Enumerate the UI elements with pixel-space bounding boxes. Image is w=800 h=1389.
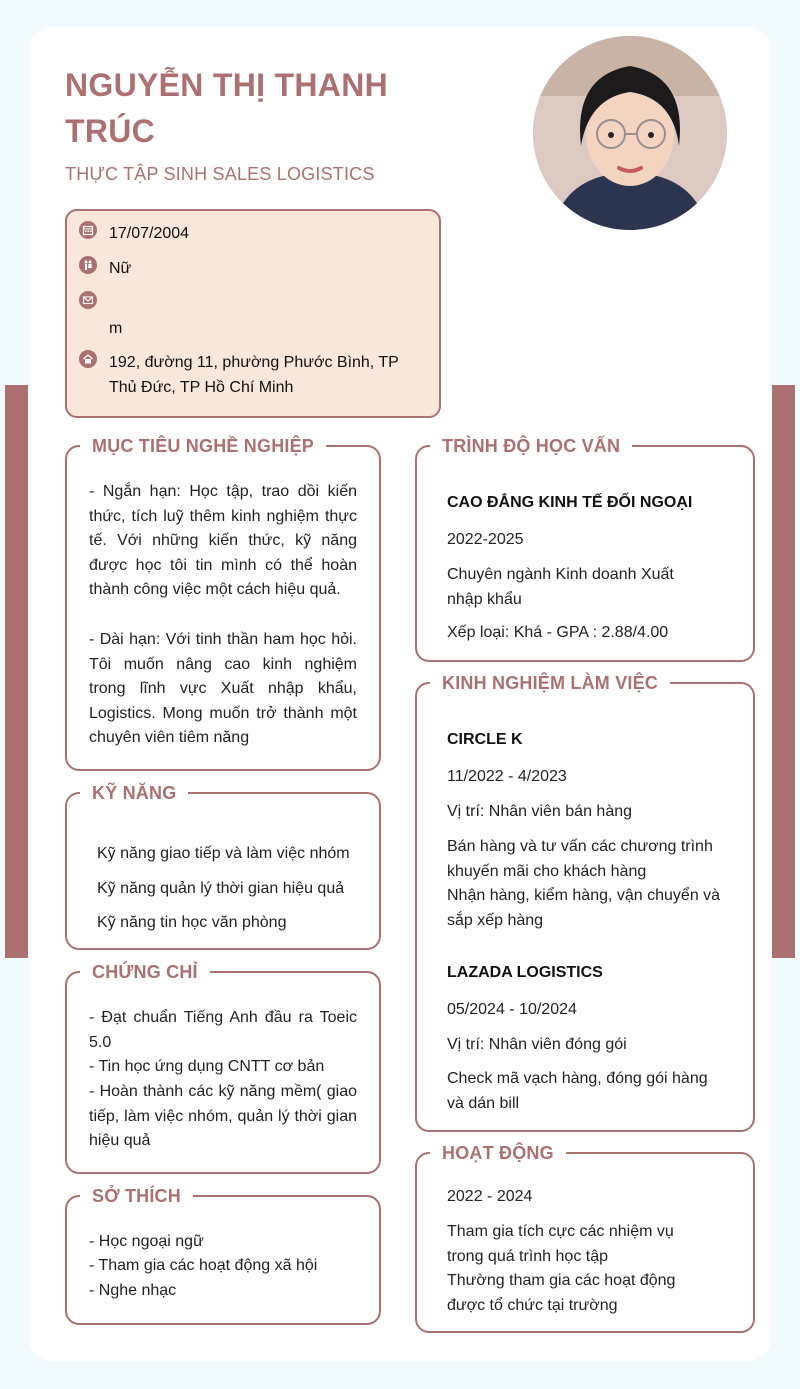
gender-icon [79,256,97,274]
education-section [415,436,755,662]
education-period: 2022-2025 [447,531,524,548]
email-row [79,291,122,341]
candidate-name: NGUYỄN THỊ THANH TRÚC [65,67,389,149]
calendar-icon [79,221,97,239]
hobbies-title: SỞ THÍCH [80,1184,193,1208]
experience-section [415,673,755,1132]
skills-section [65,783,381,950]
objective-long-term: - Dài hạn: Với tinh thần ham học hỏi. Tôi muốn nâng cao kinh nghiệm trong lĩnh vực Xuất nhập khẩu, Logistics. Mong muốn trở thành một chuyên viên tiêm năng [89,631,357,747]
skill-item: Kỹ năng giao tiếp và làm việc nhóm [97,845,350,862]
contact-info-box [65,209,441,418]
skill-item: Kỹ năng quản lý thời gian hiệu quả [97,880,345,897]
job-company: CIRCLE K [447,731,523,748]
home-icon [79,350,97,368]
hobby-item: - Tham gia các hoạt động xã hội [89,1257,318,1274]
certificates-section [65,962,381,1174]
activity-description: Tham gia tích cực các nhiệm vụ trong quá trình học tập [447,1223,674,1265]
candidate-role: THỰC TẬP SINH SALES LOGISTICS [65,164,375,184]
activities-section [415,1143,755,1333]
hobby-item: - Nghe nhạc [89,1282,177,1299]
right-accent-bar [772,385,795,958]
job-description: Nhận hàng, kiểm hàng, vận chuyển và sắp xếp hàng [447,887,721,929]
objective-short-term: - Ngắn hạn: Học tập, trao dồi kiến thức, tích luỹ thêm kinh nghiệm thực tế. Với những kiến thức, kỹ năng được học tôi tin mình có thể hoàn thành công việc một cách hiệu quả. [89,483,357,599]
address-text: 192, đường 11, phường Phước Bình, TP Thủ Đức, TP Hồ Chí Minh [109,354,399,396]
job-period: 05/2024 - 10/2024 [447,1001,577,1018]
education-grade: Xếp loại: Khá - GPA : 2.88/4.00 [447,624,669,641]
profile-photo [533,36,727,230]
activities-period: 2022 - 2024 [447,1188,533,1205]
job-description: Bán hàng và tư vấn các chương trình khuyến mãi cho khách hàng [447,838,713,880]
job-period: 11/2022 - 4/2023 [447,768,567,785]
objective-title: MỤC TIÊU NGHỀ NGHIỆP [80,434,326,458]
birthday-text: 17/07/2004 [109,225,190,242]
birthday-row [79,221,189,246]
job-description: Check mã vạch hàng, đóng gói hàng và dán bill [447,1070,708,1112]
email-text: m [109,320,123,337]
certificate-item: - Hoàn thành các kỹ năng mềm( giao tiếp, làm việc nhóm, quản lý thời gian hiệu quả [89,1083,357,1150]
education-major: Chuyên ngành Kinh doanh Xuất nhập khẩu [447,566,674,608]
mail-icon [79,291,97,309]
experience-title: KINH NGHIỆM LÀM VIỆC [430,671,670,695]
activity-description: Thường tham gia các hoạt động được tổ chức tại trường [447,1272,676,1314]
objective-section [65,436,381,771]
left-accent-bar [5,385,28,958]
activities-title: HOẠT ĐỘNG [430,1141,566,1165]
skill-item: Kỹ năng tin học văn phòng [97,914,287,931]
education-title: TRÌNH ĐỘ HỌC VẤN [430,434,632,458]
gender-row [79,256,131,281]
gender-text: Nữ [109,260,132,277]
address-row [79,350,399,400]
school-name: CAO ĐẲNG KINH TẾ ĐỐI NGOẠI [447,494,693,511]
job-position: Vị trí: Nhân viên đóng gói [447,1036,627,1053]
job-position: Vị trí: Nhân viên bán hàng [447,803,633,820]
certificates-title: CHỨNG CHỈ [80,960,210,984]
hobby-item: - Học ngoại ngữ [89,1233,204,1250]
certificate-item: - Đạt chuẩn Tiếng Anh đầu ra Toeic 5.0 [89,1009,357,1051]
job-company: LAZADA LOGISTICS [447,964,603,981]
hobbies-section [65,1186,381,1325]
skills-title: KỸ NĂNG [80,781,188,805]
certificate-item: - Tin học ứng dụng CNTT cơ bản [89,1058,325,1075]
